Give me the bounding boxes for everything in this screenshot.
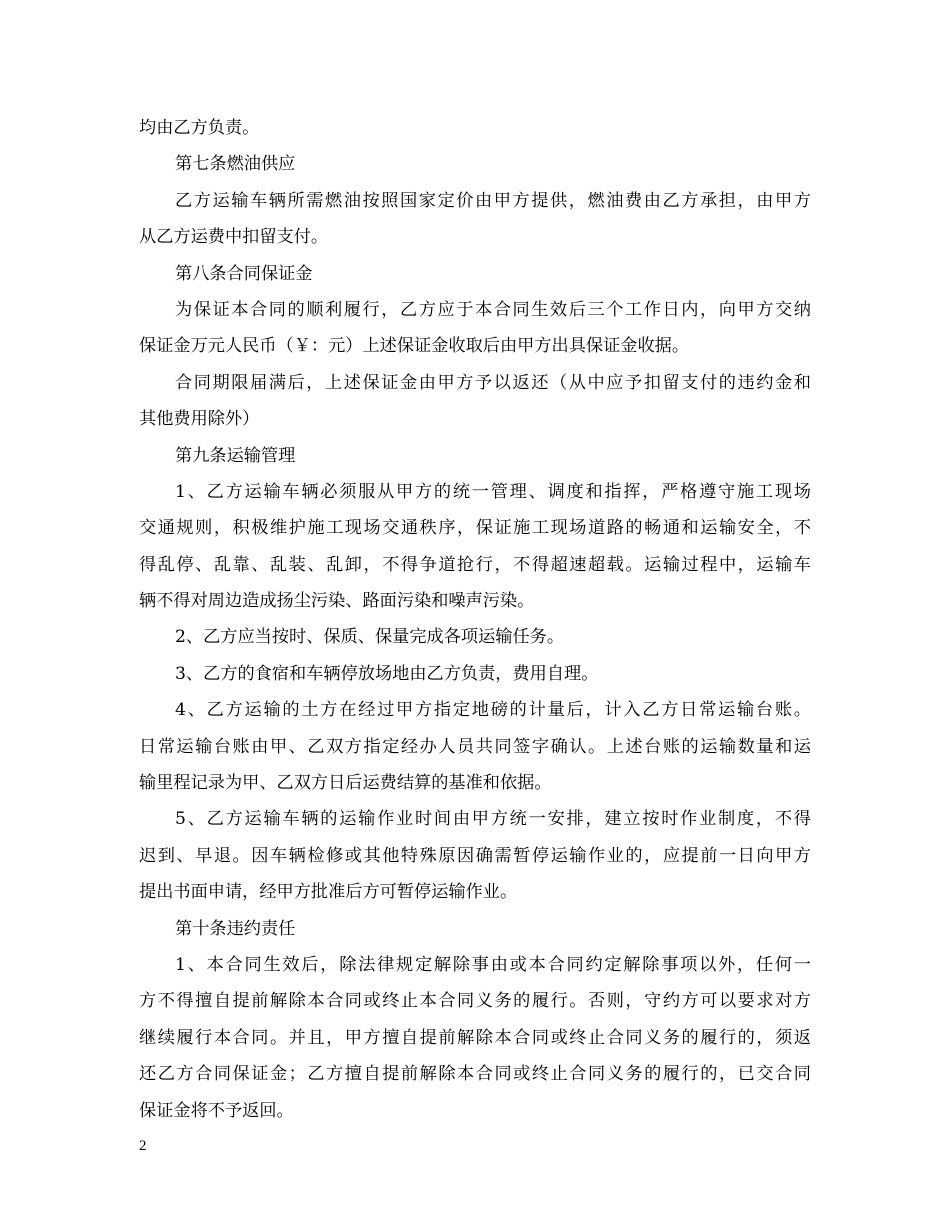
paragraph-line: 从乙方运费中扣留支付。 bbox=[139, 227, 329, 248]
paragraph-line: 3、乙方的食宿和车辆停放场地由乙方负责，费用自理。 bbox=[175, 663, 599, 684]
paragraph-line: 辆不得对周边造成扬尘污染、路面污染和噪声污染。 bbox=[139, 591, 535, 612]
paragraph-line: 均由乙方负责。 bbox=[139, 118, 260, 138]
paragraph-line: 保证金万元人民币（￥：元）上述保证金收取后由甲方出具保证金收据。 bbox=[139, 336, 690, 357]
paragraph-line: 保证金将不予返回。 bbox=[139, 1100, 294, 1121]
paragraph-line: 日常运输台账由甲、乙双方指定经办人员共同签字确认。上述台账的运输数量和运 bbox=[139, 736, 811, 757]
paragraph-line: 为保证本合同的顺利履行，乙方应于本合同生效后三个工作日内，向甲方交纳 bbox=[175, 299, 811, 320]
paragraph-line: 得乱停、乱靠、乱装、乱卸，不得争道抢行，不得超速超载。运输过程中，运输车 bbox=[139, 554, 811, 575]
paragraph-line: 4、乙方运输的土方在经过甲方指定地磅的计量后，计入乙方日常运输台账。 bbox=[175, 700, 811, 721]
paragraph-line: 交通规则，积极维护施工现场交通秩序，保证施工现场道路的畅通和运输安全，不 bbox=[139, 518, 811, 539]
paragraph-line: 继续履行本合同。并且，甲方擅自提前解除本合同或终止合同义务的履行的，须返 bbox=[139, 1027, 811, 1048]
paragraph-line: 2、乙方应当按时、保质、保量完成各项运输任务。 bbox=[175, 627, 565, 648]
paragraph-line: 1、乙方运输车辆必须服从甲方的统一管理、调度和指挥，严格遵守施工现场 bbox=[175, 481, 811, 502]
page-number: 2 bbox=[139, 1138, 147, 1154]
paragraph-line: 1、本合同生效后，除法律规定解除事由或本合同约定解除事项以外，任何一 bbox=[175, 954, 811, 975]
paragraph-line: 输里程记录为甲、乙双方日后运费结算的基准和依据。 bbox=[139, 773, 552, 794]
paragraph-line: 方不得擅自提前解除本合同或终止本合同义务的履行。否则，守约方可以要求对方 bbox=[139, 991, 811, 1012]
paragraph-line: 5、乙方运输车辆的运输作业时间由甲方统一安排，建立按时作业制度，不得 bbox=[175, 809, 811, 830]
paragraph-line: 乙方运输车辆所需燃油按照国家定价由甲方提供，燃油费由乙方承担，由甲方 bbox=[175, 190, 811, 211]
section-heading-9: 第九条运输管理 bbox=[175, 445, 296, 466]
section-heading-10: 第十条违约责任 bbox=[175, 918, 296, 939]
paragraph-line: 提出书面申请，经甲方批准后方可暂停运输作业。 bbox=[139, 882, 518, 903]
paragraph-line: 合同期限届满后，上述保证金由甲方予以返还（从中应予扣留支付的违约金和 bbox=[175, 372, 811, 393]
section-heading-8: 第八条合同保证金 bbox=[175, 263, 313, 284]
document-body bbox=[139, 110, 811, 1129]
paragraph-line: 其他费用除外） bbox=[139, 409, 260, 430]
paragraph-line: 迟到、早退。因车辆检修或其他特殊原因确需暂停运输作业的，应提前一日向甲方 bbox=[139, 845, 811, 866]
paragraph-line: 还乙方合同保证金；乙方擅自提前解除本合同或终止合同义务的履行的，已交合同 bbox=[139, 1064, 811, 1085]
section-heading-7: 第七条燃油供应 bbox=[175, 154, 296, 175]
